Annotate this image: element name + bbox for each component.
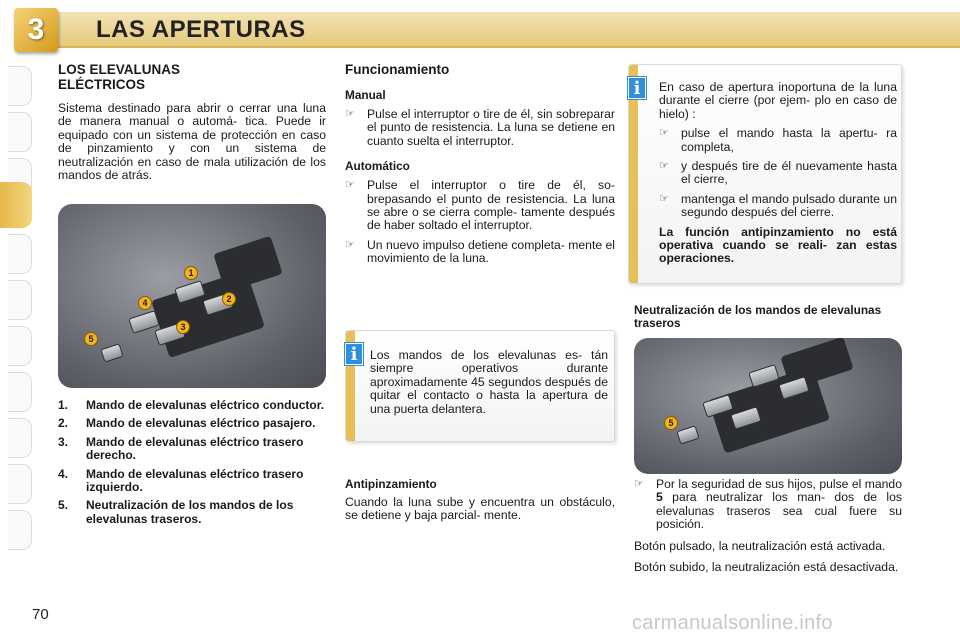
rear-lock-photo [634,338,902,474]
chapter-tab[interactable] [8,372,32,412]
page-number: 70 [32,606,49,623]
antipinch-text: Cuando la luna sube y encuentra un obstáculo, se detiene y baja parcial- mente. [345,495,615,523]
chapter-tab-active[interactable] [0,182,32,228]
deactivated-text: Botón subido, la neutralización está desactivada. [634,560,899,575]
switch-rear-lock [100,343,123,362]
callout-2: 2 [222,292,236,306]
legend-list [58,394,330,526]
left-column [58,62,326,182]
info-bullet: ☞ y después tire de él nuevamente hasta el cierre, [659,159,897,187]
legend-item: 5. Neutralización de los mandos de los elevalunas traseros. [58,498,294,526]
antipinch-heading: Antipinzamiento [345,477,437,491]
page-title: LAS APERTURAS [96,16,306,43]
info-icon: i [628,77,646,99]
info-box-antipinch [628,64,902,284]
callout-5: 5 [664,416,678,430]
manual-heading: Manual [345,88,386,102]
neutral-bullet: ☞ Por la seguridad de sus hijos, pulse el mando 5 para neutralizar los man- dos de los elevalunas traseros sea cual fuere su posición. [634,477,902,532]
pointing-hand-icon: ☞ [659,160,669,173]
auto-bullet: ☞ Pulse el interruptor o tire de él, so- brepasando el punto de resistencia. La luna se abre o se cierra comple- tamente después de haber soltado el interruptor. [345,178,615,233]
chapter-tab[interactable] [8,66,32,106]
chapter-tab[interactable] [8,112,32,152]
neutral-text [634,478,902,574]
chapter-tab[interactable] [8,464,32,504]
window-switch-photo [58,204,326,388]
callout-3: 3 [176,320,190,334]
legend-item: 1. Mando de elevalunas eléctrico conductor. [58,398,325,412]
chapter-tab[interactable] [8,418,32,458]
funcionamiento-heading: Funcionamiento [345,62,450,77]
manual-bullet: ☞ Pulse el interruptor o tire de él, sin sobreparar el punto de resistencia. La luna se detiene en cuanto suelta el interruptor. [345,107,615,148]
pointing-hand-icon: ☞ [659,192,669,205]
activated-text: Botón pulsado, la neutralización está activada. [634,538,886,553]
antipinch-section [345,478,615,523]
section-heading: LOS ELEVALUNAS ELÉCTRICOS [58,62,181,92]
chapter-tab[interactable] [8,234,32,274]
pointing-hand-icon: ☞ [345,108,355,120]
header-divider [40,46,960,48]
pointing-hand-icon: ☞ [634,478,644,490]
info-bold-note: La función antipinzamiento no está operativa cuando se reali- zan estas operaciones. [659,224,897,266]
legend-item: 2. Mando de elevalunas eléctrico pasajero. [58,416,316,431]
legend-item: 4. Mando de elevalunas eléctrico trasero izquierdo. [58,466,304,495]
pointing-hand-icon: ☞ [345,179,355,192]
chapter-tab[interactable] [8,326,32,366]
info-icon: i [345,343,363,365]
info-bullet: ☞ mantenga el mando pulsado durante un segundo después del cierre. [659,191,897,220]
switch-rear-lock [676,425,699,444]
chapter-badge: 3 [14,8,58,52]
callout-4: 4 [138,296,152,310]
intro-paragraph: Sistema destinado para abrir o cerrar una luna de manera manual o automá- tica. Puede ir equipado con un sistema de protección en caso de pinzamiento y con un sistema de neutralización en caso de mala utilización de los mandos de atrás. [58,101,326,183]
callout-5: 5 [84,332,98,346]
pointing-hand-icon: ☞ [659,127,669,140]
callout-1: 1 [184,266,198,280]
info-text: Los mandos de los elevalunas es- tán siempre operativos durante aproximadamente 45 segundos después de quitar el contacto o hasta la apertura de una puerta delantera. [370,348,608,416]
chapter-tab[interactable] [8,510,32,550]
chapter-tabs [0,62,34,582]
watermark: carmanualsonline.info [632,612,833,634]
info-bullet: ☞ pulse el mando hasta la apertu- ra completa, [659,126,897,154]
pointing-hand-icon: ☞ [345,238,355,251]
legend-item: 3. Mando de elevalunas eléctrico trasero derecho. [58,434,304,463]
middle-column [345,62,615,266]
chapter-tab[interactable] [8,280,32,320]
neutral-heading: Neutralización de los mandos de elevalunas traseros [634,303,882,330]
auto-bullet: ☞ Un nuevo impulso detiene completa- mente el movimiento de la luna. [345,237,615,266]
info-box-operation [345,330,615,442]
info-intro: En caso de apertura inoportuna de la luna durante el cierre (por ejem- plo en caso de hielo) : [659,80,897,121]
auto-heading: Automático [345,159,410,174]
